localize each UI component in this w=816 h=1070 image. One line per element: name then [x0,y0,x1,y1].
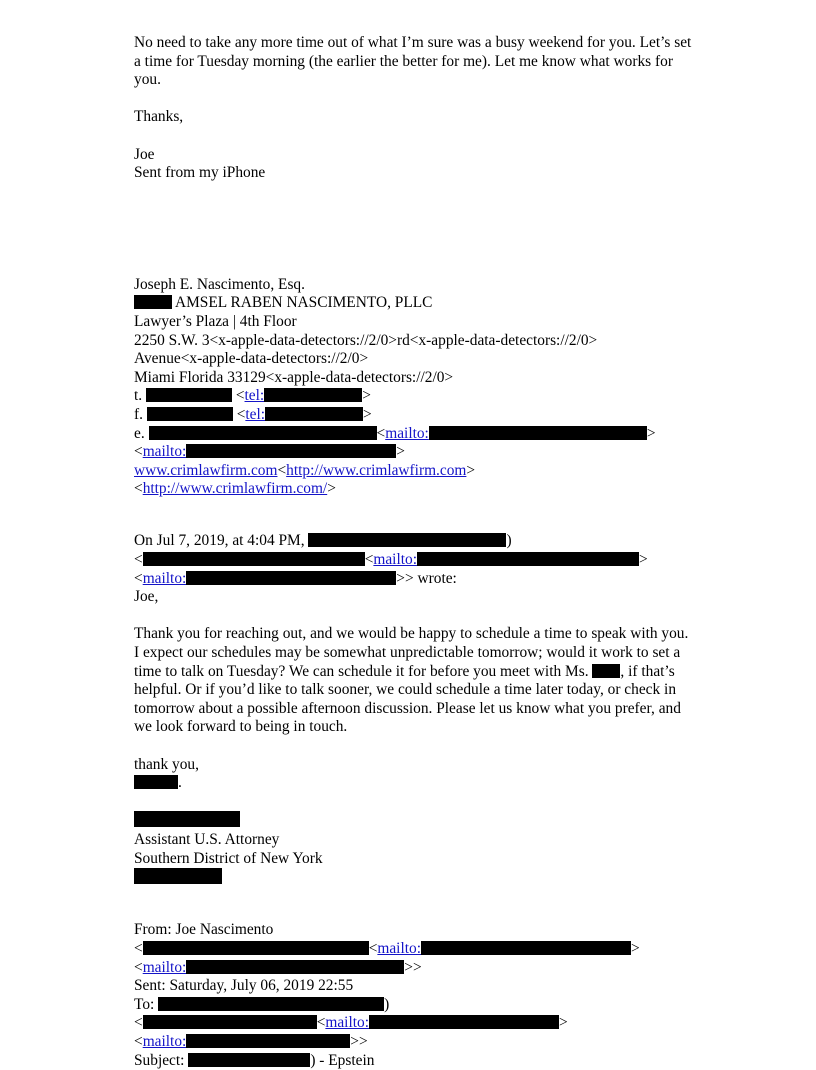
quoted-greeting: Joe, [134,588,694,607]
quoted-email-line-1: < <mailto: > [134,551,694,570]
fax-prefix: f. [134,406,143,423]
closing-signature-line [134,774,694,793]
redaction-bar [186,444,396,458]
attribution-contact-redacted [134,868,694,888]
redaction-bar [308,533,506,547]
redaction-bar [134,775,178,789]
mailto-link[interactable]: mailto: [143,1033,187,1050]
forward-subject-label: Subject: [134,1052,184,1069]
redaction-bar [369,1015,559,1029]
forward-to-email-line-2: <mailto: >> [134,1033,694,1052]
signature-address-1: 2250 S.W. 3<x-apple-data-detectors://2/0>rd<x-apple-data-detectors://2/0> [134,332,694,351]
signature-firm-line [134,294,694,313]
signature-address-3: Miami Florida 33129<x-apple-data-detectors://2/0> [134,369,694,388]
attribution-district: Southern District of New York [134,850,694,869]
quoted-on-date: On Jul 7, 2019, at 4:04 PM, [134,532,305,549]
spacer [134,906,694,921]
forward-to-label: To: [134,996,154,1013]
closing-thank-you: thank you, [134,756,694,775]
tel-prefix: t. [134,387,142,404]
sender-name: Joe [134,146,694,165]
signature-fax-line: f. <tel: > [134,406,694,425]
website-link[interactable]: www.crimlawfirm.com [134,462,277,479]
mailto-link[interactable]: mailto: [373,551,417,568]
redaction-bar [143,1015,317,1029]
sent-from-line: Sent from my iPhone [134,164,694,183]
spacer [134,607,694,626]
forward-to-line: To: ) [134,996,694,1015]
redaction-bar [264,388,362,402]
forward-sent-line: Sent: Saturday, July 06, 2019 22:55 [134,977,694,996]
redaction-bar [147,407,233,421]
forward-header-block [134,921,694,1070]
spacer [134,793,694,812]
website-href-link-2[interactable]: http://www.crimlawfirm.com/ [143,480,328,497]
mailto-link[interactable]: mailto: [143,959,187,976]
body-paragraph-1: No need to take any more time out of what I’m sure was a busy weekend for you. Let’s set a time for Tuesday morning (the earlier the better for me). Let me know what works for you. [134,34,694,90]
redaction-bar [134,295,172,309]
forward-from-email-line: < <mailto: > [134,940,694,959]
redaction-bar [592,664,620,678]
redaction-bar [265,407,363,421]
redaction-bar [186,571,396,585]
spacer [134,183,694,257]
redaction-bar [143,941,369,955]
mailto-link[interactable]: mailto: [325,1014,369,1031]
mailto-link[interactable]: mailto: [143,570,187,587]
quoted-body-part-2: , if that’s helpful. Or if you’d like to talk sooner, we could schedule a time later today, or check in tomorrow about a possible afternoon discussion. Please let us know what you prefer, and we look forward to being in touch. [134,663,681,736]
redaction-bar [134,868,222,884]
spacer [134,499,694,518]
quoted-on-date-line: On Jul 7, 2019, at 4:04 PM, ) [134,532,694,551]
signature-name: Joseph E. Nascimento, Esq. [134,276,694,295]
redaction-bar [188,1053,310,1067]
signature-email-line: e. <mailto: > [134,425,694,444]
quoted-wrote-label: wrote: [418,570,457,587]
signature-plaza-line: Lawyer’s Plaza | 4th Floor [134,313,694,332]
thanks-line: Thanks, [134,108,694,127]
quoted-email-line-2: <mailto: >> wrote: [134,570,694,589]
redaction-bar [417,552,639,566]
mailto-link[interactable]: mailto: [143,443,187,460]
redaction-bar [149,426,377,440]
forward-subject-suffix: ) - Epstein [310,1052,374,1069]
spacer [134,257,694,276]
redaction-bar [158,997,384,1011]
tel-link[interactable]: tel: [245,406,265,423]
signature-website-line-2: <http://www.crimlawfirm.com/> [134,480,694,499]
forward-subject-line [134,1052,694,1070]
mailto-link[interactable]: mailto: [377,940,421,957]
attribution-name-redacted [134,811,694,831]
signature-website-line: www.crimlawfirm.com<http://www.crimlawfirm.com> [134,462,694,481]
spacer [134,127,694,146]
spacer [134,737,694,756]
signature-email-line-2: <mailto: > [134,443,694,462]
signature-firm-text: AMSEL RABEN NASCIMENTO, PLLC [175,294,432,311]
document-content [134,34,694,1070]
email-prefix: e. [134,425,145,442]
spacer [134,517,694,532]
signature-block [134,276,694,499]
quoted-body-part-1: Thank you for reaching out, and we would be happy to schedule a time to speak with you. I expect our schedules may be somewhat unpredictable tomorrow; would it work to set a time to talk on Tuesday? We can schedule it for before you meet with Ms. [134,625,688,679]
spacer [134,888,694,907]
forward-from-line: From: Joe Nascimento [134,921,694,940]
attribution-title: Assistant U.S. Attorney [134,831,694,850]
redaction-bar [429,426,647,440]
signature-address-2: Avenue<x-apple-data-detectors://2/0> [134,350,694,369]
tel-link[interactable]: tel: [245,387,265,404]
closing-period: . [178,774,182,791]
redaction-bar [143,552,365,566]
forward-from-email-line-2: <mailto: >> [134,959,694,978]
signature-tel-line: t. <tel: > [134,387,694,406]
quoted-header-block [134,532,694,606]
website-href-link[interactable]: http://www.crimlawfirm.com [286,462,466,479]
redaction-bar [134,811,240,827]
redaction-bar [186,960,404,974]
redaction-bar [421,941,631,955]
mailto-link[interactable]: mailto: [385,425,429,442]
forward-to-email-line: < <mailto: > [134,1014,694,1033]
redaction-bar [146,388,232,402]
redaction-bar [186,1034,350,1048]
quoted-body-paragraph [134,625,694,737]
